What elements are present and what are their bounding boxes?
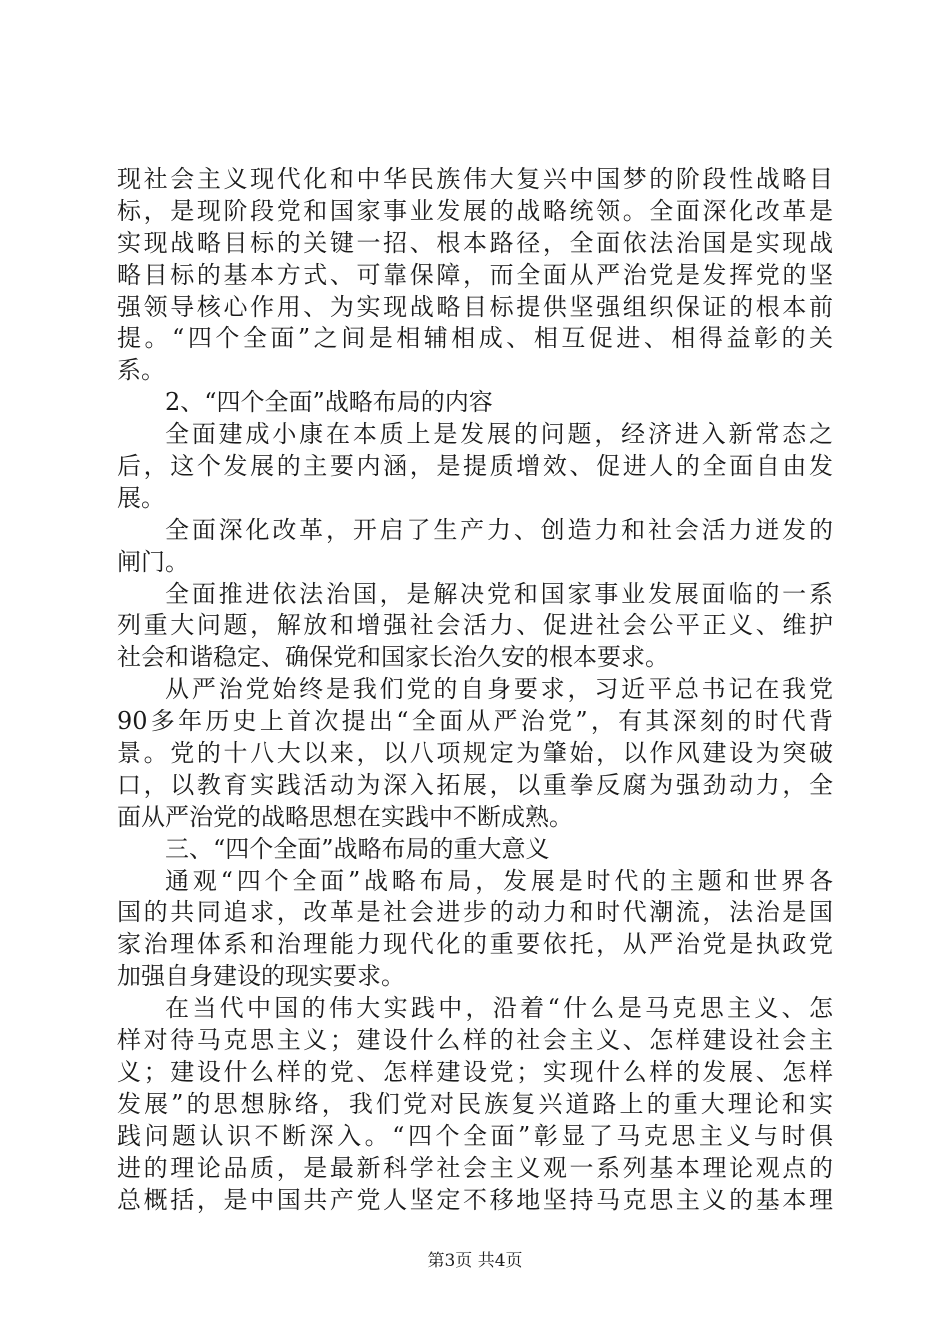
text-line: 现社会主义现代化和中华民族伟大复兴中国梦的阶段性战略目 (117, 165, 833, 193)
text-line: 在当代中国的伟大实践中，沿着“什么是马克思主义、怎 (165, 994, 833, 1023)
text-line: 义；建设什么样的党、怎样建设党；实现什么样的发展、怎样 (117, 1057, 833, 1086)
section-heading: 2、“四个全面”战略布局的内容 (165, 388, 493, 417)
text-line: 社会和谐稳定、确保党和国家长治久安的根本要求。 (117, 643, 669, 672)
text-line: 进的理论品质，是最新科学社会主义观一系列基本理论观点的 (117, 1153, 833, 1182)
text-line: 加强自身建设的现实要求。 (117, 962, 405, 991)
text-line: 闸门。 (117, 547, 189, 576)
text-line: 展。 (117, 483, 165, 512)
text-line: 标，是现阶段党和国家事业发展的战略统领。全面深化改革是 (117, 196, 833, 225)
text-line: 践问题认识不断深入。“四个全面”彰显了马克思主义与时俱 (117, 1121, 833, 1150)
text-line: 从严治党始终是我们党的自身要求，习近平总书记在我党 (165, 675, 833, 704)
page-number-footer: 第3页 共4页 (427, 1251, 523, 1271)
text-line: 90多年历史上首次提出“全面从严治党”，有其深刻的时代背 (117, 707, 833, 736)
text-line: 列重大问题，解放和增强社会活力、促进社会公平正义、维护 (117, 611, 833, 640)
text-line: 发展”的思想脉络，我们党对民族复兴道路上的重大理论和实 (117, 1089, 833, 1118)
text-line: 国的共同追求，改革是社会进步的动力和时代潮流，法治是国 (117, 898, 833, 927)
text-line: 总概括，是中国共产党人坚定不移地坚持马克思主义的基本理 (117, 1185, 833, 1214)
document-body (117, 164, 833, 1216)
text-line: 通观“四个全面”战略布局，发展是时代的主题和世界各 (165, 866, 833, 895)
section-heading: 三、“四个全面”战略布局的重大意义 (165, 834, 550, 863)
text-line: 强领导核心作用、为实现战略目标提供坚强组织保证的根本前 (117, 292, 833, 321)
text-line: 实现战略目标的关键一招、根本路径，全面依法治国是实现战 (117, 228, 833, 257)
text-line: 略目标的基本方式、可靠保障，而全面从严治党是发挥党的坚 (117, 260, 833, 289)
text-line: 家治理体系和治理能力现代化的重要依托，从严治党是执政党 (117, 930, 833, 959)
text-line: 样对待马克思主义；建设什么样的社会主义、怎样建设社会主 (117, 1026, 833, 1055)
text-line: 景。党的十八大以来，以八项规定为肇始，以作风建设为突破 (117, 739, 833, 768)
text-line: 全面深化改革，开启了生产力、创造力和社会活力迸发的 (165, 515, 833, 544)
text-line: 全面推进依法治国，是解决党和国家事业发展面临的一系 (165, 579, 833, 608)
text-line: 提。“四个全面”之间是相辅相成、相互促进、相得益彰的关 (117, 324, 833, 353)
text-line: 口，以教育实践活动为深入拓展，以重拳反腐为强劲动力，全 (117, 770, 833, 799)
text-line: 全面建成小康在本质上是发展的问题，经济进入新常态之 (165, 420, 833, 449)
text-line: 系。 (117, 356, 165, 385)
text-line: 面从严治党的战略思想在实践中不断成熟。 (117, 802, 573, 831)
text-line: 后，这个发展的主要内涵，是提质增效、促进人的全面自由发 (117, 452, 833, 481)
